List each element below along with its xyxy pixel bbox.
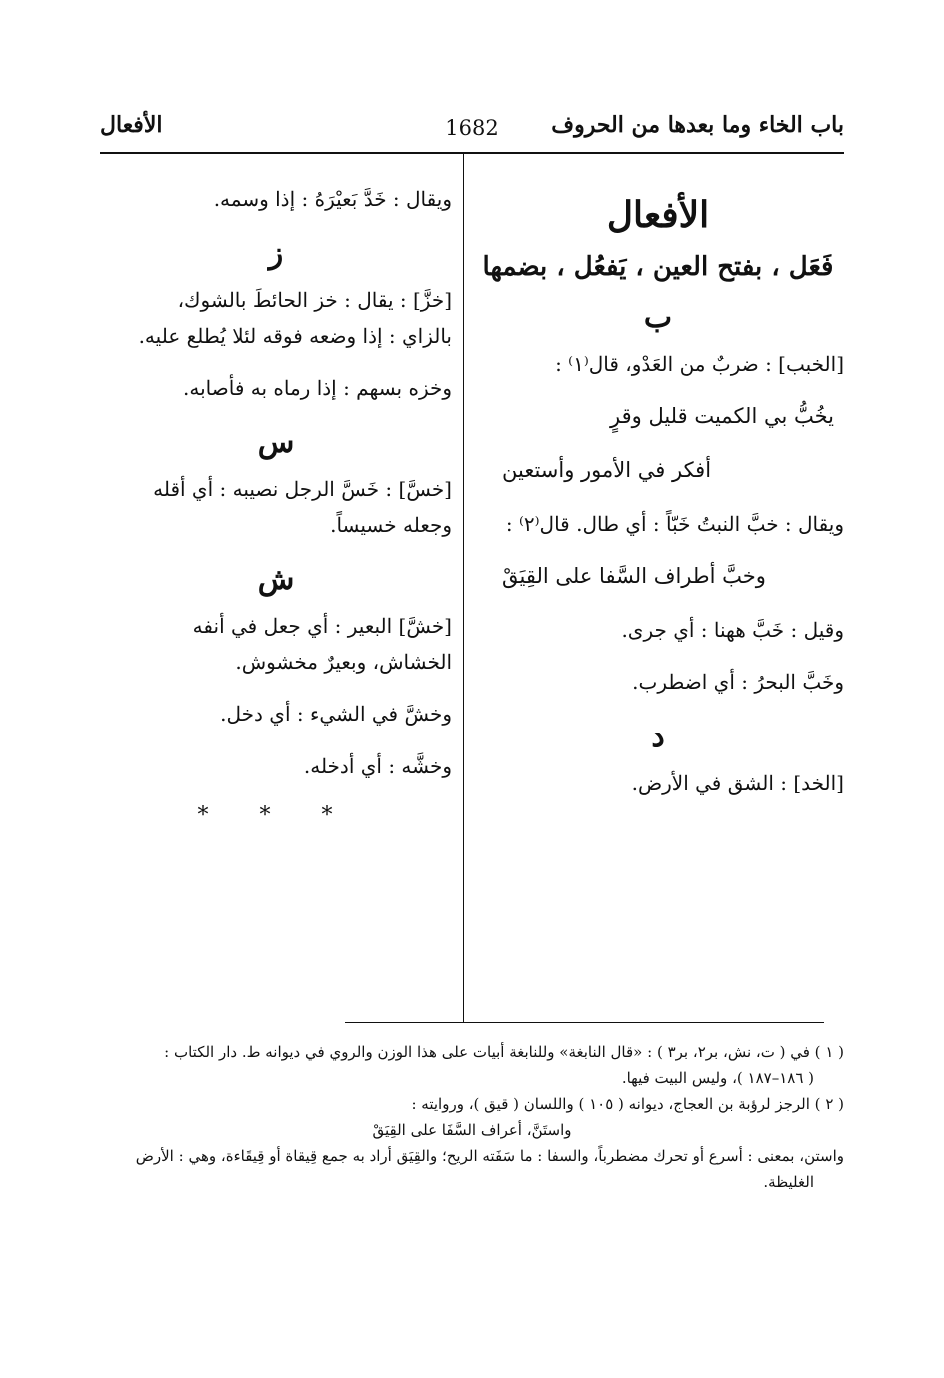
footnote-2-verse: واستَنَّ، أعراف السَّفَا على القِيَقْ <box>372 1121 572 1139</box>
entry-khabba-nabt: ويقال : خبَّ النبتُ خَبّاً : أي طال. قال⁽٢⁾ : <box>505 512 844 536</box>
entry-khash: [خشَّ] البعير : أي جعل في أنفه <box>192 614 452 638</box>
entry-qila: وقيل : خَبَّ ههنا : أي جرى. <box>621 618 844 642</box>
entry-khass: [خسَّ] : خَسَّ الرجل نصيبه : أي أقله <box>153 477 452 501</box>
verse-line: أفكر في الأمور وأستعين <box>502 458 712 482</box>
entry-khashshahu: وخشَّه : أي أدخله. <box>303 754 452 778</box>
footnote-rule <box>345 1022 824 1023</box>
letter-heading-b: ب <box>643 300 673 335</box>
letter-heading-z: ز <box>268 236 284 271</box>
entry-khash-cont: الخشاش، وبعيرٌ مخشوش. <box>235 650 452 674</box>
left-column <box>100 176 452 828</box>
letter-heading-d: د <box>651 719 665 754</box>
footnotes <box>100 1040 844 1196</box>
running-header-section: الأفعال <box>100 112 163 138</box>
entry-khazz-sahm: وخزه بسهم : إذا رماه به فأصابه. <box>183 376 452 400</box>
footnote-2: ( ٢ ) الرجز لرؤبة بن العجاج، ديوانه ( ١٠٥ ) واللسان ( قيق )، وروايته : <box>411 1095 844 1113</box>
running-header-chapter: باب الخاء وما بعدها من الحروف <box>551 112 844 138</box>
entry-khabab: [الخبب] : ضربٌ من العَدْو، قال⁽١⁾ : <box>555 352 844 376</box>
section-subtitle: فَعَل ، بفتح العين ، يَفعُل ، بضمها <box>482 252 834 282</box>
footnote-1-cont: ( ١٨٦–١٨٧ )، وليس البيت فيها. <box>621 1069 814 1087</box>
entry-khash-dakhal: وخشَّ في الشيء : أي دخل. <box>220 702 452 726</box>
footnote-1: ( ١ ) في ( ت، نش، بر٢، بر٣ ) : «قال النابغة» وللنابغة أبيات على هذا الوزن والروي في ديوانه ط. دار الكتاب : <box>164 1043 844 1061</box>
verse-line: يخُبُّ بي الكميت قليل وقرٍ <box>610 404 834 428</box>
right-column <box>472 176 844 820</box>
footnote-2-cont: واستن، بمعنى : أسرع أو تحرك مضطرباً، والسفا : ما سَفَته الريح؛ والقِيَق أراد به جمع قِيقاة أو قِيقَاءة، وهي : الأرض <box>135 1147 844 1165</box>
letter-heading-sh: ش <box>257 562 295 597</box>
header-rule <box>100 152 844 154</box>
verse-line: وخبَّ أطراف السَّفا على القِيَقْ <box>502 564 766 588</box>
entry-khadda: ويقال : خَدَّ بَعيْرَهُ : إذا وسمه. <box>213 187 452 211</box>
section-title: الأفعال <box>606 194 710 236</box>
entry-khass-cont: وجعله خسيساً. <box>330 513 452 537</box>
footnote-2-end: الغليظة. <box>763 1173 814 1191</box>
column-divider <box>463 153 464 1023</box>
entry-bahr: وخَبَّ البحرُ : أي اضطرب. <box>632 670 844 694</box>
section-end-stars: * * * <box>197 803 355 828</box>
page-number: 1682 <box>445 116 499 140</box>
entry-khadd: [الخد] : الشق في الأرض. <box>631 771 844 795</box>
entry-khazz-cont: بالزاي : إذا وضعه فوقه لئلا يُطلع عليه. <box>138 324 452 348</box>
letter-heading-s: س <box>257 425 295 460</box>
entry-khazz: [خزَّ] : يقال : خز الحائطَ بالشوك، <box>177 288 452 312</box>
